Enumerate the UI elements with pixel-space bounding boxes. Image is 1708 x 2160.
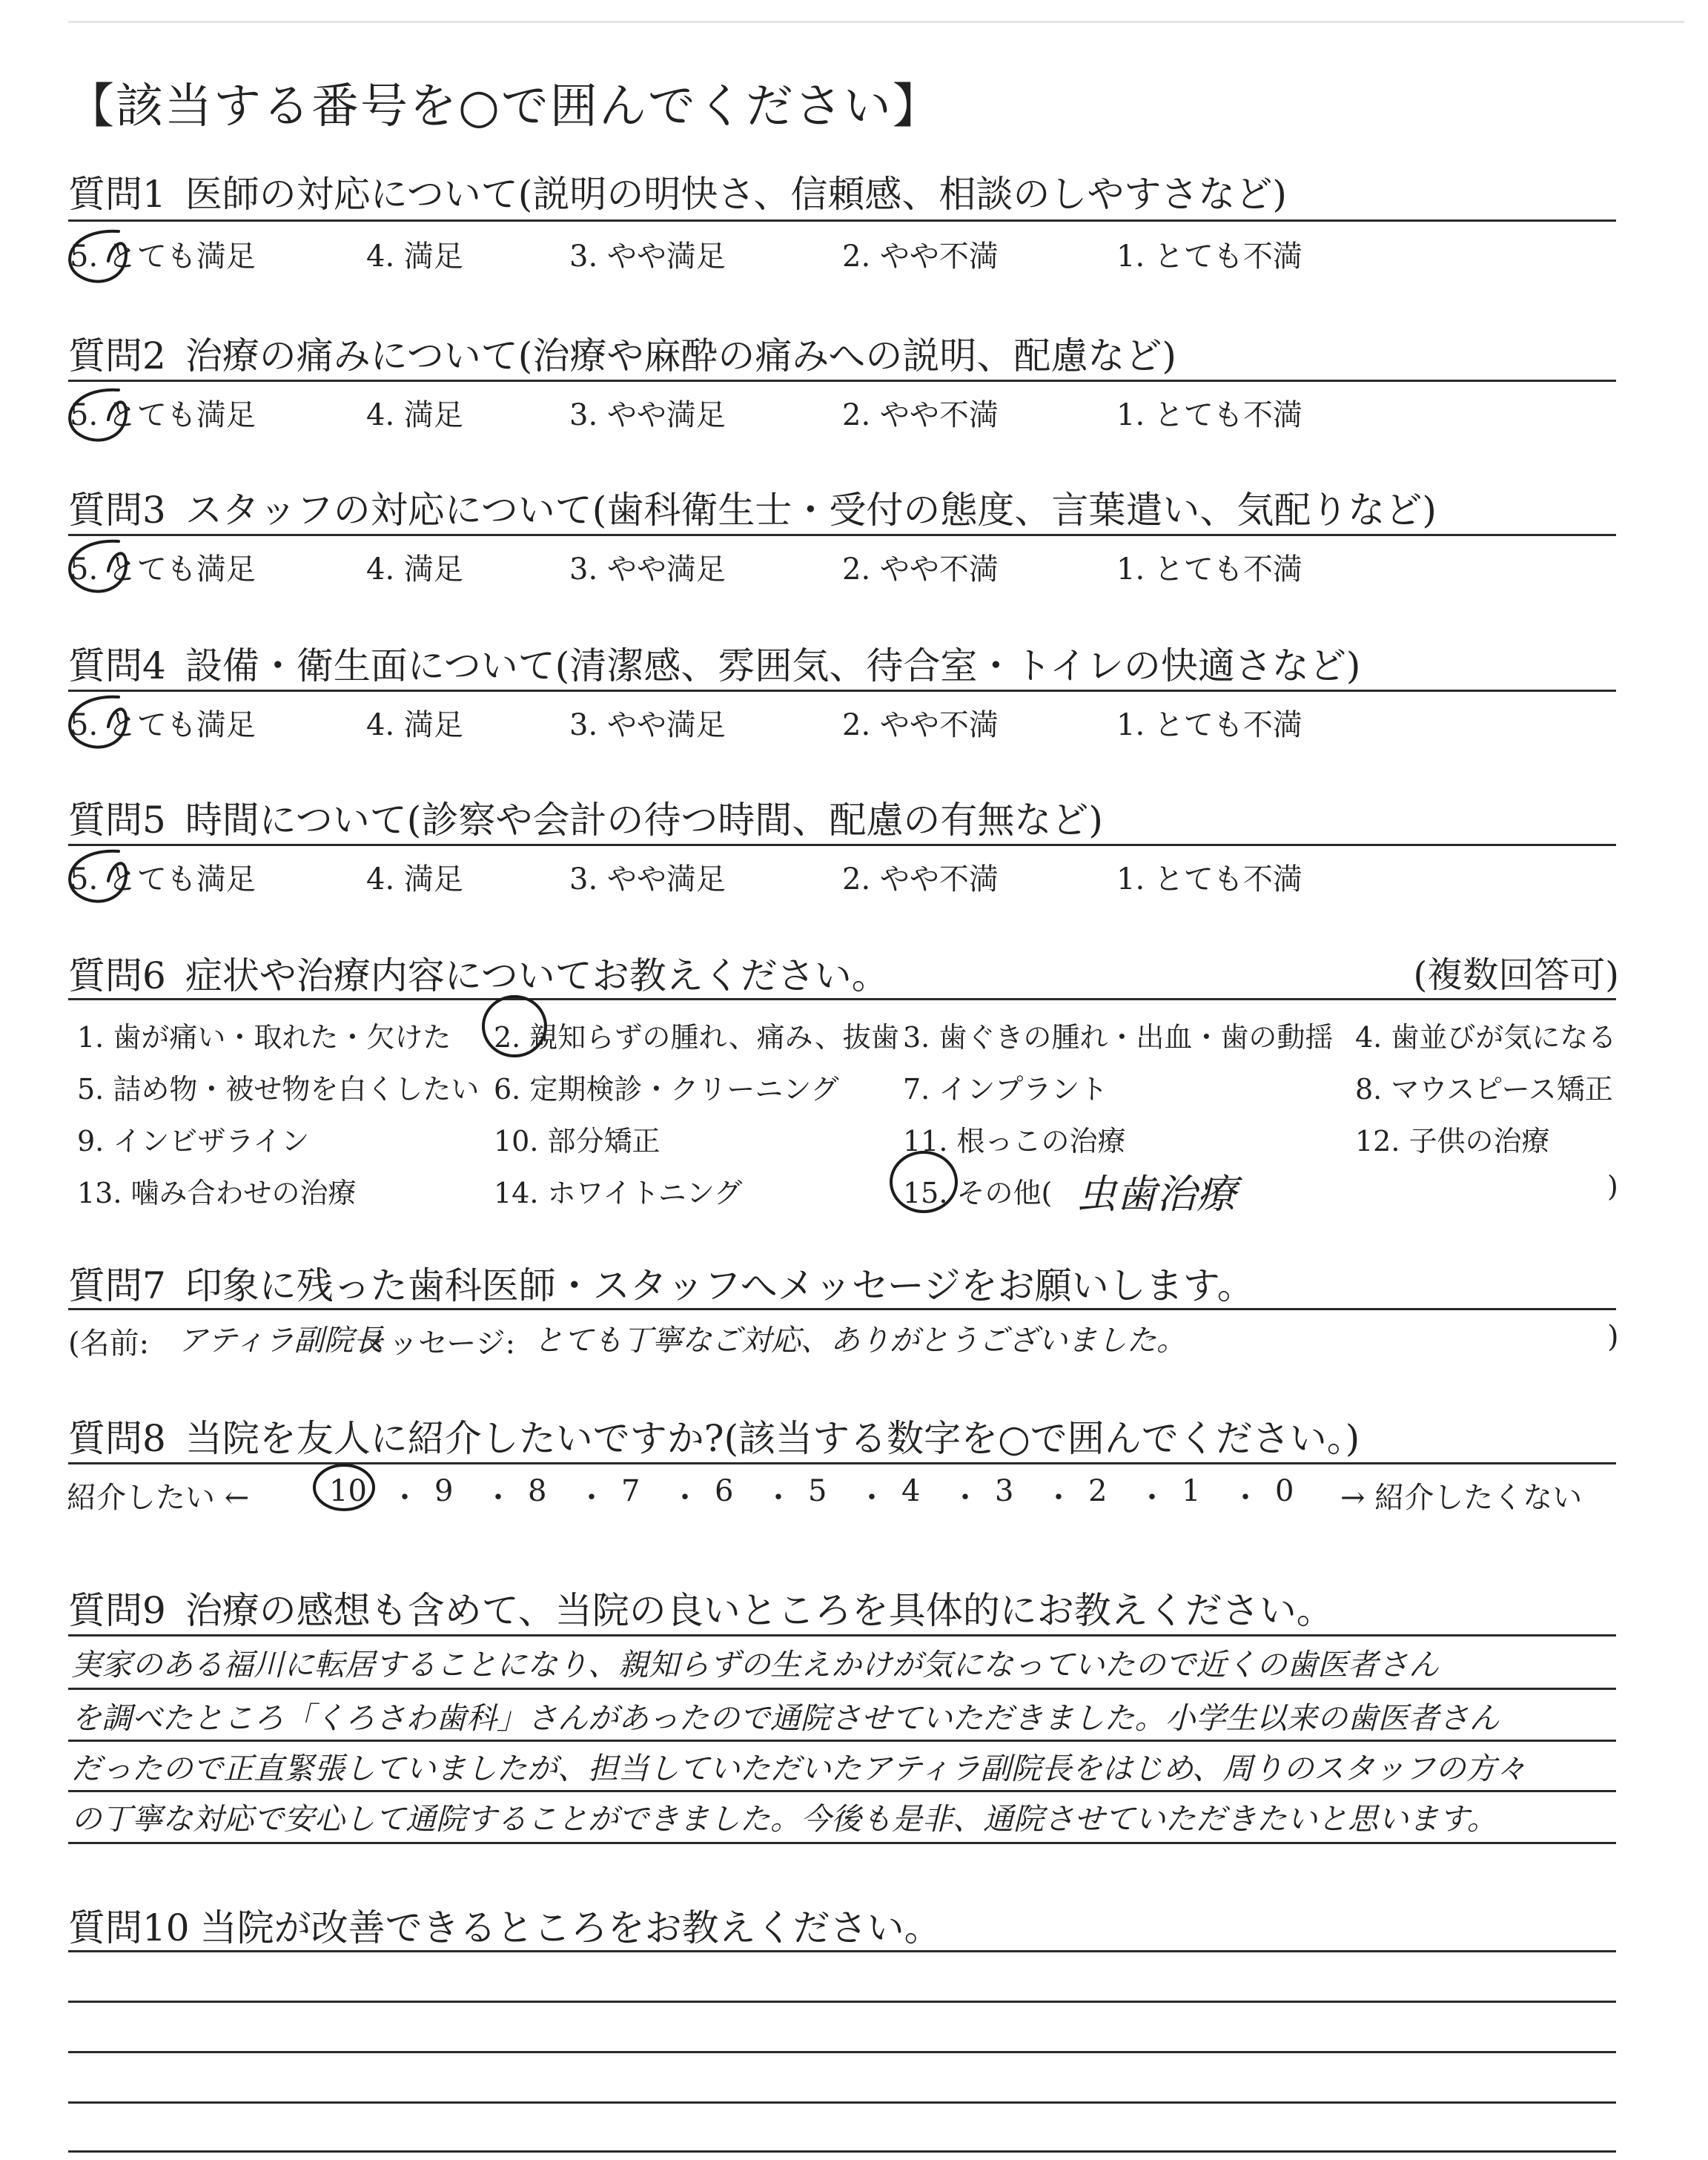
option-4[interactable]: 4. 満足 [366, 240, 463, 274]
multiple-answer-note: (複数回答可) [1413, 954, 1619, 996]
answer-line [68, 1790, 1616, 1792]
divider [68, 998, 1616, 1000]
symptom-option[interactable]: 6. 定期検診・クリーニング [494, 1073, 839, 1106]
message-handwritten[interactable]: とても丁寧なご対応、ありがとうございました。 [534, 1324, 1186, 1358]
option-4[interactable]: 4. 満足 [366, 398, 463, 432]
option-2[interactable]: 2. やや不満 [842, 862, 999, 896]
message-label: メッセージ: [359, 1327, 516, 1361]
score-0[interactable]: 0 [1275, 1474, 1294, 1508]
score-1[interactable]: 1 [1182, 1474, 1201, 1508]
top-border [68, 21, 1684, 23]
scale-dot: ・ [670, 1481, 700, 1515]
scale-dot: ・ [1231, 1481, 1260, 1515]
name-label: (名前: [68, 1327, 150, 1361]
score-6[interactable]: 6 [715, 1474, 734, 1508]
symptom-option[interactable]: 4. 歯並びが気になる [1355, 1021, 1617, 1054]
close-paren: ) [1607, 1320, 1619, 1354]
symptom-option[interactable]: 13. 噛み合わせの治療 [77, 1177, 357, 1209]
answer-line[interactable] [68, 1950, 1616, 1952]
question-title: 質問6 症状や治療内容についてお教えください。 [68, 954, 889, 997]
option-1[interactable]: 1. とても不満 [1116, 552, 1302, 587]
option-2[interactable]: 2. やや不満 [842, 708, 999, 742]
scale-dot: ・ [1137, 1481, 1167, 1515]
option-4[interactable]: 4. 満足 [366, 862, 463, 896]
option-5[interactable]: 5. とても満足 [70, 552, 256, 587]
scale-dot: ・ [764, 1481, 793, 1515]
divider [68, 1308, 1616, 1310]
question-title: 質問10 当院が改善できるところをお教えください。 [68, 1906, 941, 1949]
symptom-option[interactable]: 11. 根っこの治療 [903, 1125, 1126, 1157]
score-8[interactable]: 8 [528, 1474, 547, 1508]
option-1[interactable]: 1. とても不満 [1116, 398, 1302, 432]
option-4[interactable]: 4. 満足 [366, 552, 463, 587]
symptom-option[interactable]: 9. インビザライン [77, 1125, 310, 1157]
option-1[interactable]: 1. とても不満 [1116, 240, 1302, 274]
question-title: 質問4 設備・衛生面について(清潔感、雰囲気、待合室・トイレの快適さなど) [68, 644, 1361, 687]
divider [68, 1462, 1616, 1464]
symptom-option[interactable]: 1. 歯が痛い・取れた・欠けた [77, 1021, 451, 1054]
answer-line [68, 1688, 1616, 1690]
option-4[interactable]: 4. 満足 [366, 708, 463, 742]
question-title: 質問9 治療の感想も含めて、当院の良いところを具体的にお教えください。 [68, 1589, 1334, 1632]
handwritten-line[interactable]: を調べたところ「くろさわ歯科」さんがあったので通院させていただきました。小学生以来の歯医者さん [71, 1700, 1500, 1736]
scale-dot: ・ [857, 1481, 887, 1515]
symptom-option[interactable]: 15. その他( [903, 1177, 1053, 1209]
handwritten-line[interactable]: だったので正直緊張していましたが、担当していただいたアティラ副院長をはじめ、周りのスタッフの方々 [71, 1751, 1527, 1786]
score-10[interactable]: 10 [329, 1474, 367, 1508]
handwritten-line[interactable]: 実家のある福川に転居することになり、親知らずの生えかけが気になっていたので近くの歯医者さん [71, 1647, 1439, 1682]
option-5[interactable]: 5. とても満足 [70, 708, 256, 742]
answer-line[interactable] [68, 2101, 1616, 2104]
page-heading: 【該当する番号を○で囲んでください】 [67, 79, 941, 134]
divider [68, 1634, 1616, 1636]
divider [68, 219, 1616, 222]
symptom-option[interactable]: 8. マウスピース矯正 [1355, 1073, 1613, 1106]
answer-line[interactable] [68, 2150, 1616, 2153]
score-3[interactable]: 3 [995, 1474, 1014, 1508]
scale-dot: ・ [390, 1481, 420, 1515]
question-title: 質問2 治療の痛みについて(治療や麻酔の痛みへの説明、配慮など) [68, 334, 1176, 377]
symptom-option[interactable]: 7. インプラント [903, 1073, 1108, 1106]
divider [68, 534, 1616, 536]
other-handwritten-answer[interactable]: 虫歯治療 [1076, 1171, 1237, 1218]
name-handwritten[interactable]: アティラ副院長 [178, 1324, 383, 1358]
option-3[interactable]: 3. やや満足 [569, 398, 726, 432]
score-4[interactable]: 4 [901, 1474, 921, 1508]
symptom-option[interactable]: 3. 歯ぐきの腫れ・出血・歯の動揺 [903, 1021, 1334, 1054]
symptom-option[interactable]: 14. ホワイトニング [494, 1177, 743, 1209]
option-3[interactable]: 3. やや満足 [569, 862, 726, 896]
symptom-option[interactable]: 12. 子供の治療 [1355, 1125, 1550, 1157]
answer-line [68, 1842, 1616, 1844]
divider [68, 690, 1616, 692]
question-title: 質問3 スタッフの対応について(歯科衛生士・受付の態度、言葉遣い、気配りなど) [68, 489, 1437, 532]
option-2[interactable]: 2. やや不満 [842, 240, 999, 274]
other-close-paren: ) [1607, 1170, 1618, 1203]
recommend-right-label: → 紹介したくない [1340, 1481, 1583, 1515]
answer-line [68, 1740, 1616, 1742]
option-3[interactable]: 3. やや満足 [569, 552, 726, 587]
option-5[interactable]: 5. とても満足 [70, 398, 256, 432]
scale-dot: ・ [1044, 1481, 1073, 1515]
option-1[interactable]: 1. とても不満 [1116, 862, 1302, 896]
scale-dot: ・ [577, 1481, 606, 1515]
answer-line[interactable] [68, 2001, 1616, 2003]
symptom-option[interactable]: 5. 詰め物・被せ物を白くしたい [77, 1073, 480, 1106]
divider [68, 380, 1616, 382]
option-3[interactable]: 3. やや満足 [569, 240, 726, 274]
option-1[interactable]: 1. とても不満 [1116, 708, 1302, 742]
question-title: 質問8 当院を友人に紹介したいですか?(該当する数字を○で囲んでください。) [68, 1417, 1360, 1460]
divider [68, 844, 1616, 846]
score-2[interactable]: 2 [1088, 1474, 1108, 1508]
question-title: 質問1 医師の対応について(説明の明快さ、信頼感、相談のしやすさなど) [68, 173, 1287, 216]
scale-dot: ・ [483, 1481, 513, 1515]
option-5[interactable]: 5. とても満足 [70, 240, 256, 274]
option-2[interactable]: 2. やや不満 [842, 552, 999, 587]
option-3[interactable]: 3. やや満足 [569, 708, 726, 742]
question-title: 質問5 時間について(診察や会計の待つ時間、配慮の有無など) [68, 799, 1103, 842]
option-5[interactable]: 5. とても満足 [70, 862, 256, 896]
score-5[interactable]: 5 [808, 1474, 827, 1508]
option-2[interactable]: 2. やや不満 [842, 398, 999, 432]
recommend-left-label: 紹介したい ← [67, 1481, 250, 1515]
scale-dot: ・ [950, 1481, 980, 1515]
symptom-option[interactable]: 2. 親知らずの腫れ、痛み、抜歯 [494, 1021, 899, 1054]
score-9[interactable]: 9 [434, 1474, 454, 1508]
symptom-option[interactable]: 10. 部分矯正 [494, 1125, 661, 1157]
handwritten-line[interactable]: の丁寧な対応で安心して通院することができました。今後も是非、通院させていただきたいと思います。 [71, 1801, 1497, 1837]
answer-line[interactable] [68, 2051, 1616, 2053]
question-title: 質問7 印象に残った歯科医師・スタッフへメッセージをお願いします。 [68, 1264, 1254, 1307]
score-7[interactable]: 7 [621, 1474, 640, 1508]
